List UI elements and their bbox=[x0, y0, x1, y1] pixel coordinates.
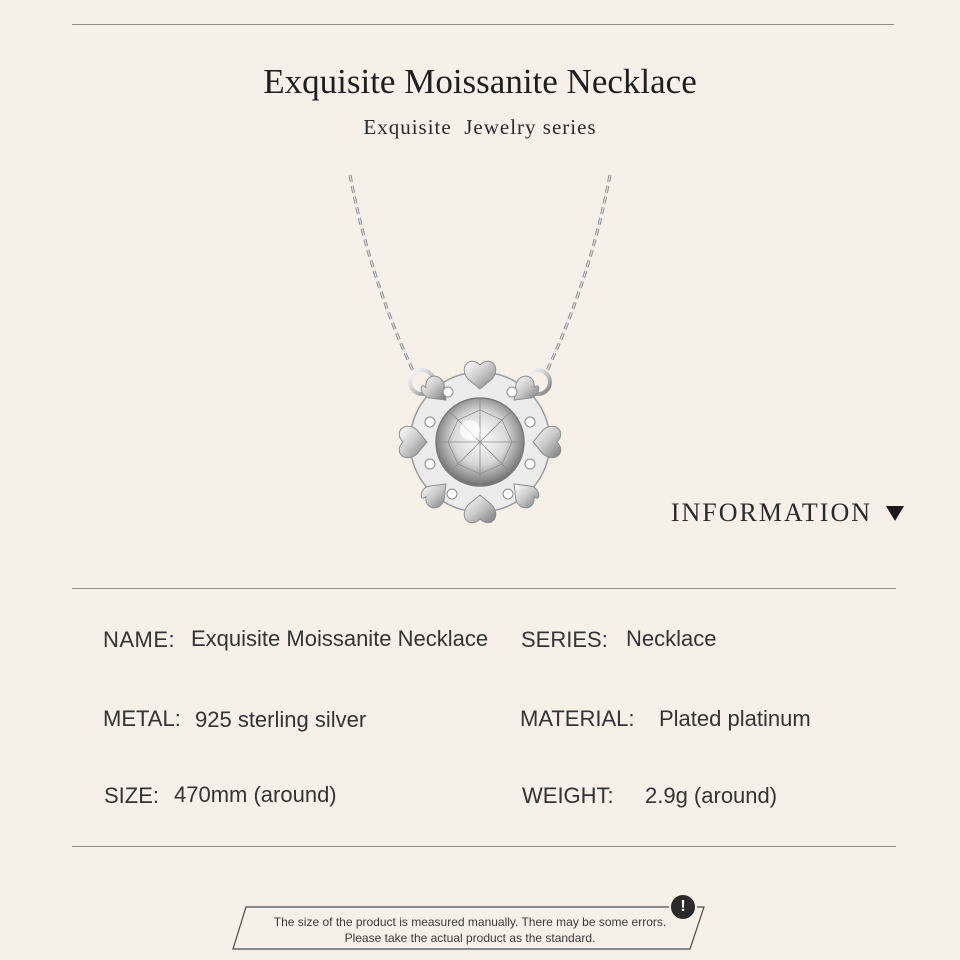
product-image bbox=[330, 160, 630, 530]
page-title: Exquisite Moissanite Necklace bbox=[263, 62, 697, 101]
information-heading bbox=[671, 498, 904, 528]
spec-metal-value: 925 sterling silver bbox=[195, 707, 367, 732]
spec-metal-label: METAL: bbox=[103, 706, 181, 731]
spec-size-label: SIZE: bbox=[104, 783, 160, 808]
spec-material-value: Plated platinum bbox=[659, 706, 811, 731]
spec-name-label: NAME: bbox=[103, 627, 176, 652]
spec-name-value: Exquisite Moissanite Necklace bbox=[191, 626, 489, 651]
bottom-divider bbox=[72, 846, 896, 847]
notice-line-2: Please take the actual product as the standard. bbox=[344, 931, 596, 945]
notice-line-1: The size of the product is measured manually. There may be some errors. bbox=[273, 915, 667, 929]
triangle-down-icon bbox=[886, 506, 904, 521]
spec-size-value: 470mm (around) bbox=[174, 782, 337, 807]
spec-weight-value: 2.9g (around) bbox=[645, 783, 778, 808]
spec-weight-label: WEIGHT: bbox=[522, 783, 614, 808]
spec-series-value: Necklace bbox=[626, 626, 717, 651]
page-subtitle: Exquisite Jewelry series bbox=[363, 115, 597, 139]
middle-divider bbox=[72, 588, 896, 589]
information-label: INFORMATION bbox=[670, 498, 872, 527]
spec-series-label: SERIES: bbox=[521, 627, 608, 652]
exclamation-icon: ! bbox=[669, 893, 697, 921]
measurement-notice bbox=[0, 896, 960, 948]
top-divider bbox=[72, 24, 894, 25]
spec-material-label: MATERIAL: bbox=[520, 706, 635, 731]
spec-name bbox=[103, 627, 175, 653]
